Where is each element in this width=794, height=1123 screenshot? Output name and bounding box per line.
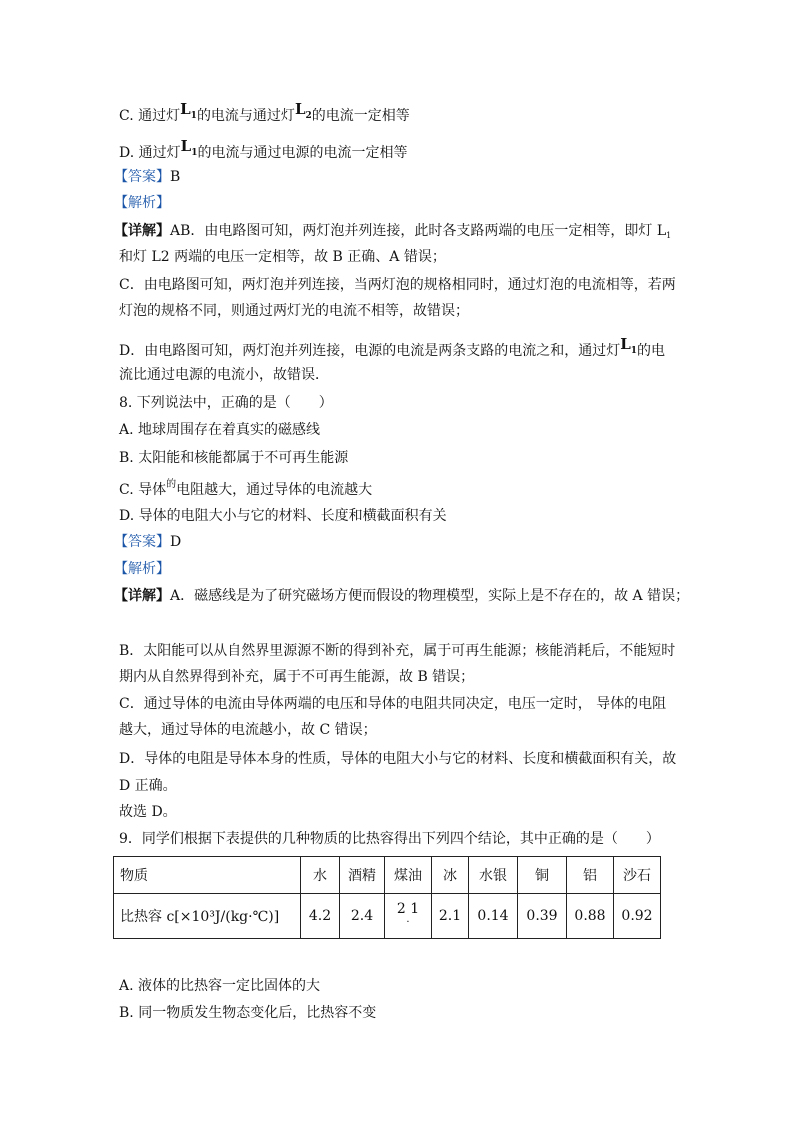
table-header-cell: 沙石 xyxy=(614,857,661,894)
q7-detail-c-1: C．由电路图可知，两灯泡并列连接，当两灯泡的规格相同时，通过灯泡的电流相等，若两 xyxy=(119,277,676,293)
q9-option-b: B. 同一物质发生物态变化后，比热容不变 xyxy=(119,1005,377,1021)
q7-detail-d-2: 流比通过电源的电流小，故错误． xyxy=(119,367,329,383)
q8-detail-d-1: D．导体的电阻是导体本身的性质，导体的电阻大小与它的材料、长度和横截面积有关，故 xyxy=(119,751,677,767)
table-cell: 0.39 xyxy=(518,894,567,939)
q8-detail-d-2: D 正确。 xyxy=(119,778,177,794)
q7-analysis-heading: 【解析】 xyxy=(114,195,170,211)
q7-detail-ab-2: 和灯 L2 两端的电压一定相等，故 B 正确、A 错误； xyxy=(119,249,446,265)
q9-option-a: A. 液体的比热容一定比固体的大 xyxy=(119,978,321,994)
q9-stem: 9．同学们根据下表提供的几种物质的比热容得出下列四个结论，其中正确的是（ ） xyxy=(119,831,660,847)
specific-heat-table xyxy=(113,856,661,939)
q8-stem: 8. 下列说法中，正确的是（ ） xyxy=(119,395,333,411)
q7-detail-ab-1: 【详解】AB．由电路图可知，两灯泡并列连接，此时各支路两端的电压一定相等，即灯 $L_1$ xyxy=(114,223,672,240)
table-header-row xyxy=(114,857,661,894)
q8-option-c: C. 导体$^的$电阻越大，通过导体的电流越大 xyxy=(119,479,373,498)
table-cell: 4.2 xyxy=(301,894,340,939)
q8-detail-a: 【详解】A．磁感线是为了研究磁场方便而假设的物理模型，实际上是不存在的，故 A 错误； xyxy=(114,588,690,604)
table-row-label: 比热容 c[×10³J/(kg·℃)] xyxy=(114,894,301,939)
q8-detail-c-1: C．通过导体的电流由导体两端的电压和导体的电阻共同决定，电压一定时， 导体的电阻 xyxy=(119,696,667,712)
q8-option-b: B. 太阳能和核能都属于不可再生能源 xyxy=(119,450,349,466)
q7-option-d: D. 通过灯$L_1$的电流与通过电源的电流一定相等 xyxy=(119,137,408,161)
table-cell: 2.1 xyxy=(432,894,469,939)
table-header-cell: 冰 xyxy=(432,857,469,894)
q8-answer: 【答案】D xyxy=(114,534,182,550)
q8-detail-c-2: 越大，通过导体的电流越小，故 C 错误； xyxy=(119,722,377,738)
q8-analysis-heading: 【解析】 xyxy=(114,561,170,577)
lamp-l2-symbol: $L_2$ xyxy=(294,100,312,121)
table-cell: 0.88 xyxy=(567,894,614,939)
q7-option-c: C. 通过灯$L_1$的电流与通过灯$L_2$的电流一定相等 xyxy=(119,100,410,124)
table-header-cell: 水 xyxy=(301,857,340,894)
q8-detail-b-2: 期内从自然界得到补充，属于不可再生能源，故 B 错误； xyxy=(119,669,475,685)
q7-detail-d-1: D．由电路图可知，两灯泡并列连接，电源的电流是两条支路的电流之和，通过灯$L_1$的电 xyxy=(119,335,666,359)
q8-conclusion: 故选 D。 xyxy=(119,804,177,820)
q7-detail-c-2: 灯泡的规格不同，则通过两灯光的电流不相等，故错误； xyxy=(119,303,469,319)
table-header-cell: 铜 xyxy=(518,857,567,894)
table-header-cell: 铝 xyxy=(567,857,614,894)
lamp-l1-symbol: $L_1$ xyxy=(180,100,197,121)
lamp-l1-symbol: $L_1$ xyxy=(180,137,198,158)
table-header-cell: 酒精 xyxy=(340,857,385,894)
table-cell: 0.92 xyxy=(614,894,661,939)
table-header-cell: 水银 xyxy=(469,857,518,894)
table-cell: 2.4 xyxy=(340,894,385,939)
table-row xyxy=(114,894,661,939)
table-cell: 0.14 xyxy=(469,894,518,939)
table-header-cell: 物质 xyxy=(114,857,301,894)
q8-detail-b-1: B．太阳能可以从自然界里源源不断的得到补充，属于可再生能源；核能消耗后，不能短时 xyxy=(119,643,676,659)
q8-option-d: D. 导体的电阻大小与它的材料、长度和横截面积有关 xyxy=(119,508,447,524)
lamp-l1-symbol: $L_1$ xyxy=(620,335,638,356)
q8-option-a: A. 地球周围存在着真实的磁感线 xyxy=(119,422,321,438)
table-cell: 2 1 · xyxy=(385,894,432,939)
q7-answer: 【答案】B xyxy=(114,169,181,185)
table-header-cell: 煤油 xyxy=(385,857,432,894)
